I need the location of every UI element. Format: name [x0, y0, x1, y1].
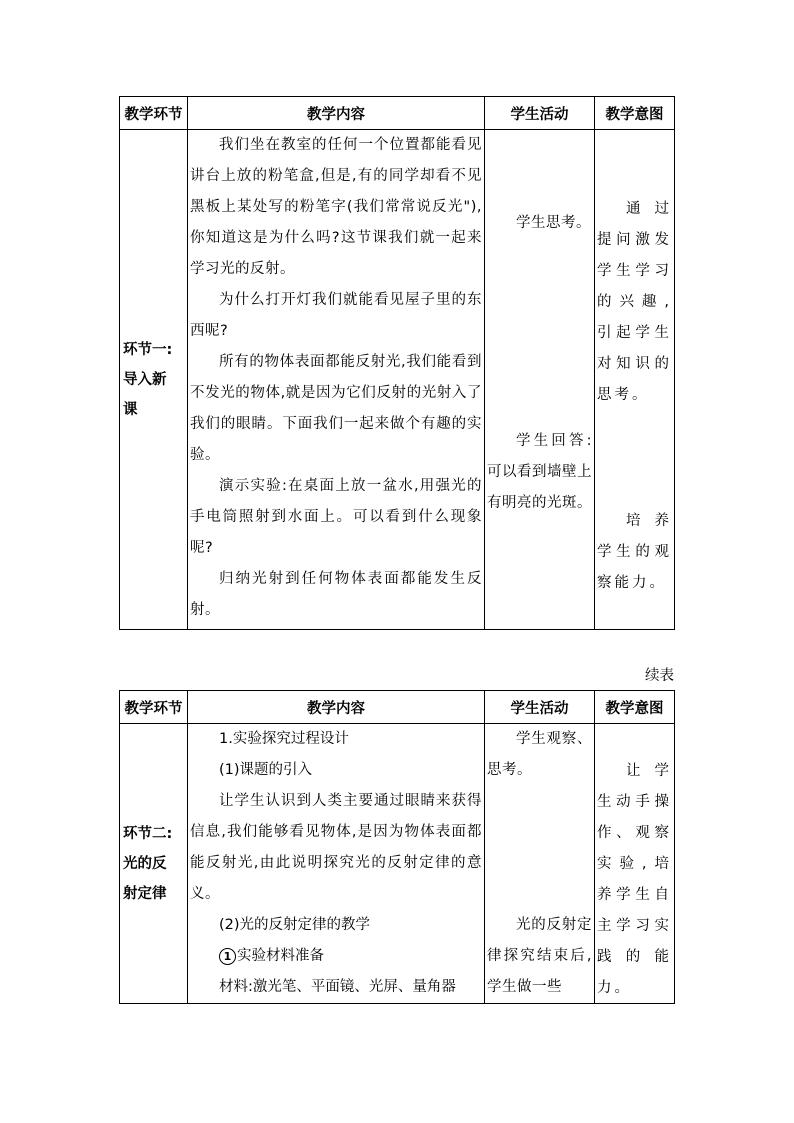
table-header-row	[120, 97, 675, 130]
content-line	[188, 941, 484, 972]
header-intent: 教学意图	[595, 97, 675, 130]
stage-line: 光的反	[123, 855, 167, 872]
content-paragraph: 为什么打开灯我们就能看见屋子里的东西呢?	[190, 292, 482, 339]
table-header-row	[120, 691, 675, 724]
header-stage: 教学环节	[120, 691, 188, 724]
lesson-table-2	[119, 690, 675, 1004]
table-row	[120, 130, 675, 630]
content-cell	[188, 724, 485, 1004]
circled-number: 1	[219, 948, 236, 965]
content-line: (1)课题的引入	[219, 762, 313, 778]
stage-cell	[120, 724, 188, 1004]
activity-cell	[485, 130, 595, 630]
header-intent: 教学意图	[595, 691, 675, 724]
content-line: 1.实验探究过程设计	[219, 731, 349, 747]
header-stage: 教学环节	[120, 97, 188, 130]
intent-text: 通过提问激发学生学习的兴趣,引起学生对知识的思考。	[597, 201, 672, 403]
activity-cell	[485, 724, 595, 1004]
lesson-table-1	[119, 96, 675, 630]
header-activity: 学生活动	[485, 97, 595, 130]
header-content: 教学内容	[188, 691, 485, 724]
content-line-text: 实验材料准备	[237, 948, 324, 964]
header-activity: 学生活动	[485, 691, 595, 724]
stage-line: 导入新	[123, 371, 167, 388]
intent-text: 培养学生的观察能力。	[597, 513, 672, 591]
continued-label: 续表	[645, 668, 674, 684]
content-line: (2)光的反射定律的教学	[219, 917, 371, 933]
activity-text: 学生回答:可以看到墙壁上有明亮的光斑。	[487, 433, 592, 511]
content-line: 材料:激光笔、平面镜、光屏、量角器	[219, 979, 456, 995]
stage-line: 环节一:	[123, 341, 173, 358]
content-paragraph: 让学生认识到人类主要通过眼睛来获得信息,我们能够看见物体,是因为物体表面都能反射光,由此说明探究光的反射定律的意义。	[190, 793, 482, 902]
content-paragraph: 我们坐在教室的任何一个位置都能看见讲台上放的粉笔盒,但是,有的同学却看不见黑板上某处写的粉笔字(我们常常说反光"),你知道这是为什么吗?这节课我们就一起来学习光的反射。	[190, 137, 482, 277]
activity-text: 学生观察、思考。	[487, 731, 592, 778]
stage-cell	[120, 130, 188, 630]
content-paragraph: 演示实验:在桌面上放一盆水,用强光的手电筒照射到水面上。可以看到什么现象呢?	[190, 478, 482, 556]
content-paragraph: 归纳光射到任何物体表面都能发生反射。	[190, 571, 482, 618]
stage-line: 课	[123, 401, 138, 418]
header-content: 教学内容	[188, 97, 485, 130]
activity-text: 学生思考。	[516, 215, 591, 231]
stage-line: 射定律	[123, 885, 167, 902]
content-paragraph: 所有的物体表面都能反射光,我们能看到不发光的物体,就是因为它们反射的光射入了我们的眼睛。下面我们一起来做个有趣的实验。	[190, 354, 482, 463]
table-row	[120, 724, 675, 1004]
intent-text: 让学生动手操作、观察实验,培养学生自主学习实践的能力。	[597, 763, 672, 996]
intent-cell	[595, 130, 675, 630]
intent-cell	[595, 724, 675, 1004]
stage-line: 环节二:	[123, 825, 173, 842]
content-cell	[188, 130, 485, 630]
activity-text: 光的反射定律探究结束后,学生做一些	[487, 917, 592, 995]
